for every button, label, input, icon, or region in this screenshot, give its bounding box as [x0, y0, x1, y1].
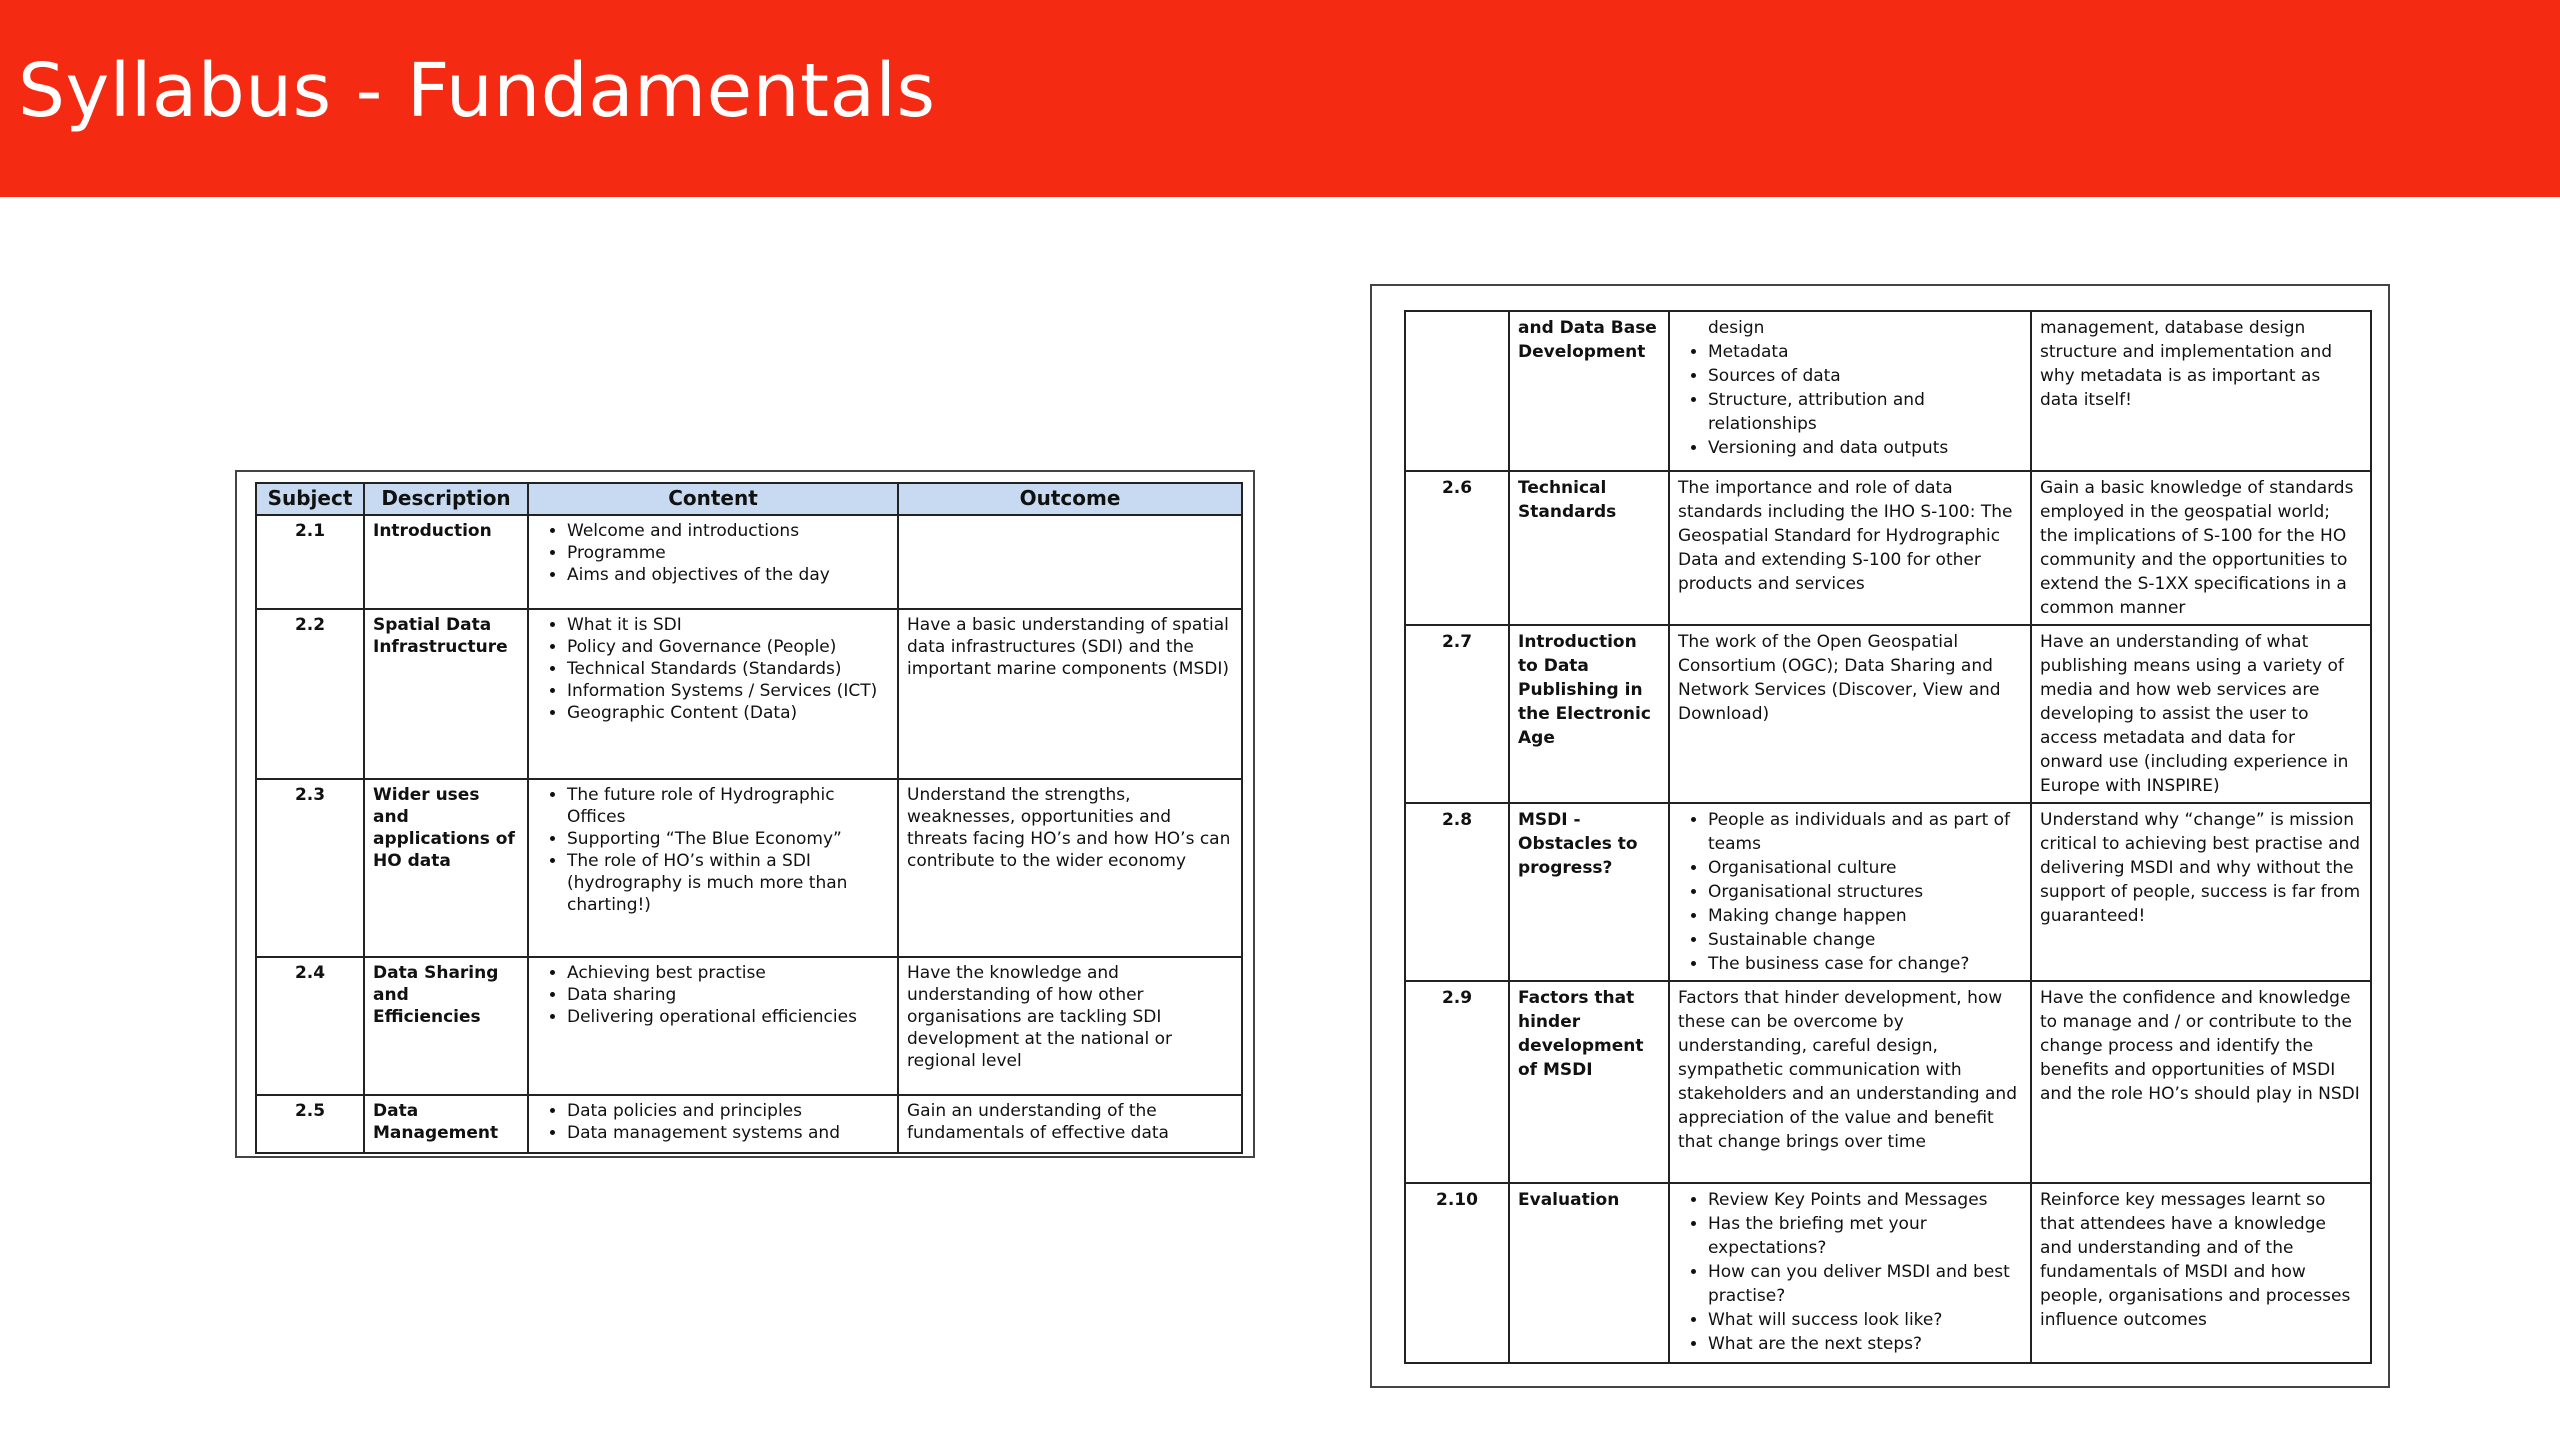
outcome-cell: Understand why “change” is mission critical to achieving best practise and delivering MSDI and why without the support of people, success is far from guaranteed!	[2031, 803, 2371, 981]
table-row	[256, 609, 1242, 779]
list-item: • The role of HO’s within a SDI (hydrography is much more than charting!)	[567, 850, 889, 916]
list-item: • Data sharing	[567, 984, 889, 1006]
subject-cell: 2.8	[1405, 803, 1509, 981]
subject-cell: 2.4	[256, 957, 364, 1095]
table-row	[256, 1095, 1242, 1153]
content-cell	[1669, 803, 2031, 981]
list-item: • Programme	[567, 542, 889, 564]
list-item: • Data management systems and	[567, 1122, 889, 1144]
outcome-cell: Gain a basic knowledge of standards employed in the geospatial world; the implications of S-100 for the HO community and the opportunities to extend the S-1XX specifications in a common manner	[2031, 471, 2371, 625]
subject-cell: 2.5	[256, 1095, 364, 1153]
list-item: • Policy and Governance (People)	[567, 636, 889, 658]
description-cell: Introduction to Data Publishing in the Electronic Age	[1509, 625, 1669, 803]
table-header-row	[256, 483, 1242, 515]
content-cell	[1669, 311, 2031, 471]
description-cell: Spatial Data Infrastructure	[364, 609, 528, 779]
list-item: • Information Systems / Services (ICT)	[567, 680, 889, 702]
header-description: Description	[364, 483, 528, 515]
table-row	[1405, 625, 2371, 803]
content-cell: The importance and role of data standards including the IHO S-100: The Geospatial Standard for Hydrographic Data and extending S-100 for other products and services	[1669, 471, 2031, 625]
list-item: • Technical Standards (Standards)	[567, 658, 889, 680]
description-cell: Technical Standards	[1509, 471, 1669, 625]
table-row	[1405, 981, 2371, 1183]
subject-cell: 2.9	[1405, 981, 1509, 1183]
list-item: • Geographic Content (Data)	[567, 702, 889, 724]
outcome-cell: Gain an understanding of the fundamentals of effective data	[898, 1095, 1242, 1153]
list-item: • The business case for change?	[1708, 952, 2022, 976]
table-row	[256, 957, 1242, 1095]
subject-cell: 2.7	[1405, 625, 1509, 803]
header-outcome: Outcome	[898, 483, 1242, 515]
content-cell	[528, 957, 898, 1095]
list-item: • The future role of Hydrographic Offices	[567, 784, 889, 828]
content-cell	[528, 1095, 898, 1153]
header-content: Content	[528, 483, 898, 515]
subject-cell	[1405, 311, 1509, 471]
outcome-cell: Have the knowledge and understanding of how other organisations are tackling SDI development at the national or regional level	[898, 957, 1242, 1095]
list-item: • Metadata	[1708, 340, 2022, 364]
list-item: • People as individuals and as part of teams	[1708, 808, 2022, 856]
list-item: • Organisational culture	[1708, 856, 2022, 880]
list-item: • Organisational structures	[1708, 880, 2022, 904]
subject-cell: 2.3	[256, 779, 364, 957]
table-row	[1405, 311, 2371, 471]
list-item: • Review Key Points and Messages	[1708, 1188, 2022, 1212]
content-lead: design	[1708, 318, 1765, 338]
list-item: • Welcome and introductions	[567, 520, 889, 542]
table-row	[1405, 1183, 2371, 1363]
list-item: • Structure, attribution and relationships	[1708, 388, 2022, 436]
syllabus-table-left	[255, 482, 1243, 1154]
list-item: • Delivering operational efficiencies	[567, 1006, 889, 1028]
description-cell: Data Sharing and Efficiencies	[364, 957, 528, 1095]
list-item: • Making change happen	[1708, 904, 2022, 928]
list-item: • Has the briefing met your expectations?	[1708, 1212, 2022, 1260]
outcome-cell	[898, 515, 1242, 609]
list-item: • What are the next steps?	[1708, 1332, 2022, 1356]
subject-cell: 2.1	[256, 515, 364, 609]
content-cell	[528, 515, 898, 609]
list-item: • Supporting “The Blue Economy”	[567, 828, 889, 850]
description-cell: and Data Base Development	[1509, 311, 1669, 471]
description-cell: Evaluation	[1509, 1183, 1669, 1363]
content-cell	[528, 609, 898, 779]
description-cell: Wider uses and applications of HO data	[364, 779, 528, 957]
slide-title: Syllabus - Fundamentals	[18, 48, 936, 134]
list-item: • How can you deliver MSDI and best practise?	[1708, 1260, 2022, 1308]
outcome-cell: management, database design structure and implementation and why metadata is as important as data itself!	[2031, 311, 2371, 471]
outcome-cell: Understand the strengths, weaknesses, opportunities and threats facing HO’s and how HO’s can contribute to the wider economy	[898, 779, 1242, 957]
description-cell: MSDI - Obstacles to progress?	[1509, 803, 1669, 981]
list-item: • Achieving best practise	[567, 962, 889, 984]
content-cell: The work of the Open Geospatial Consortium (OGC); Data Sharing and Network Services (Discover, View and Download)	[1669, 625, 2031, 803]
list-item: • What will success look like?	[1708, 1308, 2022, 1332]
subject-cell: 2.2	[256, 609, 364, 779]
list-item: • Versioning and data outputs	[1708, 436, 2022, 460]
document-page-left	[235, 470, 1255, 1158]
outcome-cell: Have an understanding of what publishing means using a variety of media and how web services are developing to assist the user to access metadata and data for onward use (including experience in Europe with INSPIRE)	[2031, 625, 2371, 803]
syllabus-table-right	[1404, 310, 2372, 1364]
subject-cell: 2.6	[1405, 471, 1509, 625]
title-banner	[0, 0, 2560, 197]
table-row	[1405, 471, 2371, 625]
table-row	[256, 515, 1242, 609]
content-cell: Factors that hinder development, how these can be overcome by understanding, careful design, sympathetic communication with stakeholders and an understanding and appreciation of the value and benefit that change brings over time	[1669, 981, 2031, 1183]
outcome-cell: Reinforce key messages learnt so that attendees have a knowledge and understanding and of the fundamentals of MSDI and how people, organisations and processes influence outcomes	[2031, 1183, 2371, 1363]
description-cell: Introduction	[364, 515, 528, 609]
description-cell: Data Management	[364, 1095, 528, 1153]
content-cell	[528, 779, 898, 957]
list-item: • Sources of data	[1708, 364, 2022, 388]
table-row	[256, 779, 1242, 957]
header-subject: Subject	[256, 483, 364, 515]
subject-cell: 2.10	[1405, 1183, 1509, 1363]
document-page-right	[1370, 284, 2390, 1388]
table-row	[1405, 803, 2371, 981]
list-item: • What it is SDI	[567, 614, 889, 636]
outcome-cell: Have a basic understanding of spatial data infrastructures (SDI) and the important marine components (MSDI)	[898, 609, 1242, 779]
description-cell: Factors that hinder development of MSDI	[1509, 981, 1669, 1183]
content-cell	[1669, 1183, 2031, 1363]
outcome-cell: Have the confidence and knowledge to manage and / or contribute to the change process and identify the benefits and opportunities of MSDI and the role HO’s should play in NSDI	[2031, 981, 2371, 1183]
list-item: • Aims and objectives of the day	[567, 564, 889, 586]
list-item: • Sustainable change	[1708, 928, 2022, 952]
list-item: • Data policies and principles	[567, 1100, 889, 1122]
